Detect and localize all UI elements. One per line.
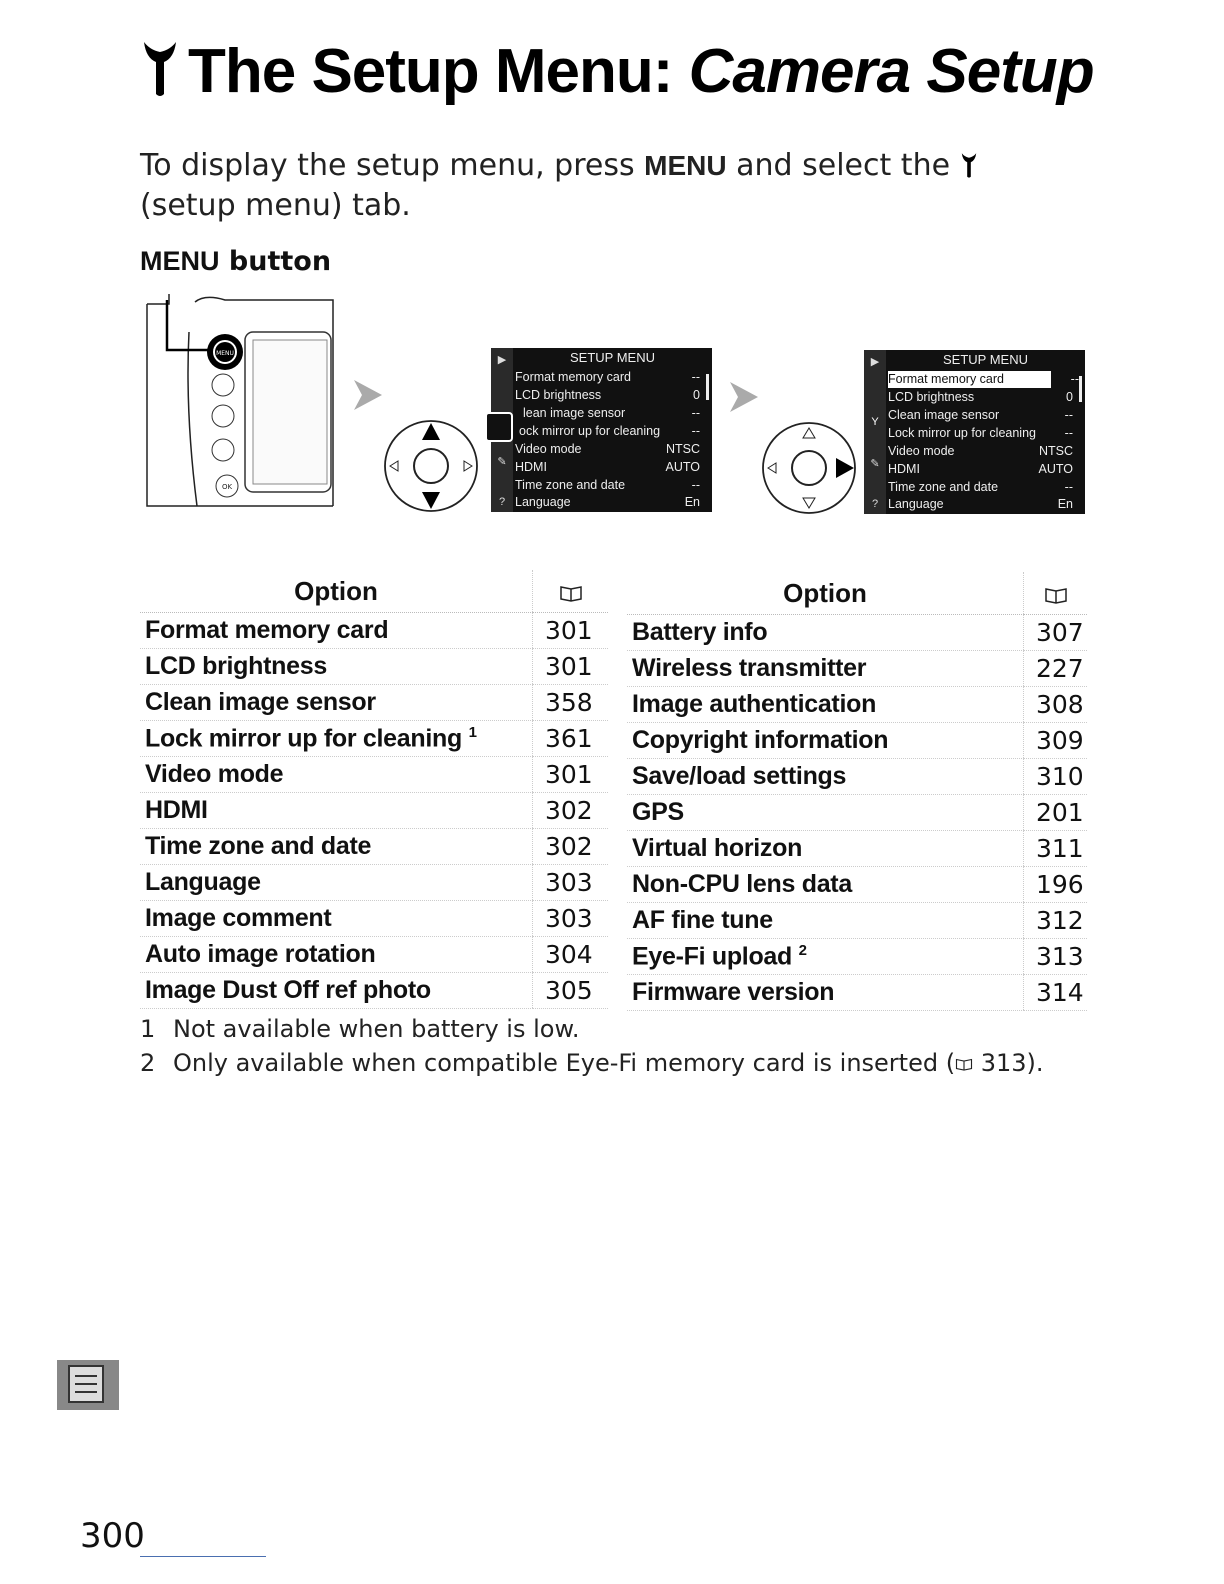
intro-paragraph [140,146,1040,226]
table-row: Lock mirror up for cleaning $^1$ 361 [140,721,608,757]
table-row: Virtual horizon 311 [627,831,1087,867]
lcd-title: SETUP MENU [570,350,655,365]
table-row: Non-CPU lens data 196 [627,867,1087,903]
options-table-left [140,570,608,1009]
table-row: Video mode 301 [140,757,608,793]
camera-button-label-menu: MENU [216,350,234,357]
arrow-right-icon [352,378,384,412]
footnote-marker: 2 [798,941,807,959]
lcd-row: ock mirror up for cleaning -- [519,424,700,438]
column-header-page [533,570,609,613]
page-number: 300 [80,1516,145,1556]
help-tab-icon: ? [498,496,506,508]
column-header-option: Option [140,570,533,613]
camera-back-icon [145,292,337,510]
table-row: Battery info 307 [627,615,1087,651]
lcd-row: Clean image sensor -- [888,408,1073,422]
wrench-icon [960,151,978,179]
multi-selector-icon [382,418,480,514]
lcd-row: lean image sensor -- [523,406,700,420]
lcd-row: Language En [888,497,1073,511]
intro-part1: To display the setup menu, press [140,148,635,183]
lcd-row: HDMI AUTO [515,460,700,474]
lcd-row: Language En [515,495,700,509]
book-icon [559,584,583,602]
retouch-tab-icon: ✎ [870,458,880,470]
title-main: The Setup Menu: [188,37,673,106]
help-tab-icon: ? [871,498,879,510]
lcd-row-selected: Format memory card -- [888,372,1079,386]
book-icon [955,1057,973,1071]
footnote-marker: 1 [468,723,477,741]
multi-selector-icon [760,420,858,516]
lcd-screen-2 [864,350,1085,514]
playback-tab-icon: ▶ [870,356,880,368]
footnote-1: 1 Not available when battery is low. [140,1015,580,1043]
lcd-row: Time zone and date -- [888,480,1073,494]
lcd-row: Time zone and date -- [515,478,700,492]
lcd-row: Format memory card -- [515,370,700,384]
lcd-scrollbar [1079,376,1082,402]
lcd-screen-1 [491,348,712,512]
wrench-icon [140,38,180,98]
table-row: Copyright information 309 [627,723,1087,759]
retouch-tab-icon: ✎ [497,456,507,468]
camera-button-label-ok: OK [221,483,233,491]
page-title [140,36,1094,107]
title-sub: Camera Setup [688,37,1094,106]
page-number-rule [140,1556,266,1557]
lcd-row: LCD brightness 0 [888,390,1073,404]
menu-button-caption [140,246,331,277]
options-table-right [627,572,1087,1011]
book-icon [1044,586,1068,604]
table-row: Image Dust Off ref photo 305 [140,973,608,1009]
table-row: HDMI 302 [140,793,608,829]
page-tab-icon [57,1360,119,1410]
setup-tab-icon: Y [871,416,879,428]
table-row: Clean image sensor 358 [140,685,608,721]
footnote-2: 2 Only available when compatible Eye-Fi memory card is inserted ( 313). [140,1049,1044,1077]
table-row: Auto image rotation 304 [140,937,608,973]
table-row: Wireless transmitter 227 [627,651,1087,687]
table-row: Language 303 [140,865,608,901]
lcd-row: Video mode NTSC [888,444,1073,458]
table-row: Time zone and date 302 [140,829,608,865]
intro-part3: (setup menu) tab. [140,188,411,223]
table-row: Eye-Fi upload $^2$ 313 [627,939,1087,975]
table-row: Image comment 303 [140,901,608,937]
caption-label: button [228,246,332,277]
lcd-row: LCD brightness 0 [515,388,700,402]
caption-menu-key: MENU [140,246,220,276]
table-row: Save/load settings 310 [627,759,1087,795]
arrow-right-icon [728,380,760,414]
footnotes [140,1012,1044,1080]
lcd-row: Video mode NTSC [515,442,700,456]
lcd-tab-strip [491,348,513,512]
setup-tab-icon [485,412,513,442]
table-row: Format memory card 301 [140,613,608,649]
table-row: Image authentication 308 [627,687,1087,723]
playback-tab-icon: ▶ [497,354,507,366]
lcd-tab-strip [864,350,886,514]
lcd-scrollbar [706,374,709,400]
column-header-option: Option [627,572,1024,615]
intro-part2: and select the [736,148,951,183]
lcd-title: SETUP MENU [943,352,1028,367]
table-row: Firmware version 314 [627,975,1087,1011]
lcd-row: HDMI AUTO [888,462,1073,476]
table-row: LCD brightness 301 [140,649,608,685]
lcd-row: Lock mirror up for cleaning -- [888,426,1073,440]
menu-key-label: MENU [644,150,727,181]
column-header-page [1024,572,1088,615]
table-row: GPS 201 [627,795,1087,831]
table-row: AF fine tune 312 [627,903,1087,939]
